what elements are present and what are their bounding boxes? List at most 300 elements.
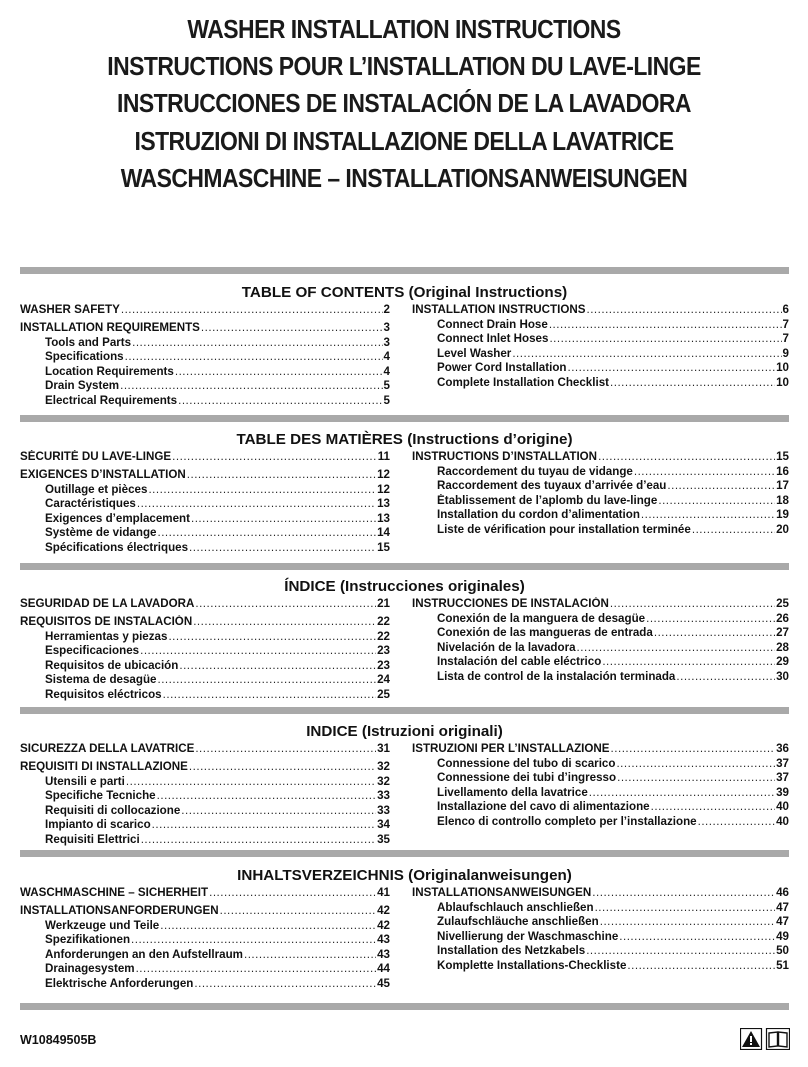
divider-bar — [20, 563, 789, 570]
toc-entry-page: 37 — [776, 756, 789, 770]
dot-leader — [121, 303, 383, 318]
toc-entry-page: 3 — [383, 321, 390, 334]
toc-entry-page: 4 — [383, 350, 390, 363]
toc-subentry[interactable] — [412, 800, 789, 815]
dot-leader — [140, 644, 376, 659]
toc-column-left — [20, 886, 390, 991]
toc-subentry[interactable] — [20, 512, 390, 527]
dot-leader — [137, 497, 376, 512]
toc-subentry[interactable] — [20, 775, 390, 790]
toc-entry-label: Sistema de desagüe — [45, 673, 157, 686]
toc-entry-label: WASCHMASCHINE – SICHERHEIT — [20, 886, 209, 899]
toc-entry-label: Liste de vérification pour installation terminée — [437, 522, 691, 536]
toc-entry-page: 20 — [776, 522, 789, 536]
toc-entry[interactable] — [20, 760, 390, 775]
toc-entry-label: INSTALLATIONSANWEISUNGEN — [412, 886, 592, 899]
toc-entry-page: 45 — [377, 976, 390, 990]
dot-leader — [172, 450, 377, 465]
divider-bar — [20, 267, 789, 274]
toc-entry-page: 19 — [776, 508, 789, 521]
toc-column-left — [20, 450, 390, 555]
toc-entry-label: Especificaciones — [45, 644, 140, 657]
toc-subentry[interactable] — [412, 915, 789, 930]
warning-icon — [741, 1029, 762, 1050]
toc-subentry[interactable] — [20, 818, 390, 833]
toc-entry-label: Système de vidange — [45, 526, 157, 539]
toc-subentry[interactable] — [412, 655, 789, 670]
toc-subentry[interactable] — [20, 789, 390, 804]
toc-entry[interactable] — [20, 886, 390, 901]
dot-leader — [195, 597, 376, 612]
dot-leader — [619, 930, 775, 945]
toc-entry-page: 21 — [377, 597, 390, 610]
dot-leader — [586, 944, 775, 959]
toc-subentry[interactable] — [412, 959, 789, 974]
dot-leader — [598, 450, 775, 465]
dot-leader — [152, 818, 376, 833]
toc-subentry[interactable] — [412, 786, 789, 801]
toc-subentry[interactable] — [412, 376, 789, 391]
toc-entry-page: 9 — [782, 346, 789, 360]
toc-section-french — [20, 430, 789, 554]
section-heading — [20, 577, 789, 596]
toc-entry-label: Établissement de l’aplomb du lave-linge — [437, 493, 658, 507]
toc-entry-label: Utensili e parti — [45, 774, 125, 788]
toc-subentry[interactable] — [412, 641, 789, 656]
toc-subentry[interactable] — [412, 944, 789, 959]
toc-subentry[interactable] — [20, 688, 390, 703]
toc-entry-page: 42 — [377, 918, 390, 932]
toc-entry-label: INSTALLATIONSANFORDERUNGEN — [20, 904, 219, 917]
dot-leader — [549, 318, 782, 333]
dot-leader — [610, 597, 775, 612]
toc-section-spanish — [20, 577, 789, 701]
toc-entry-page: 32 — [377, 760, 390, 773]
dot-leader — [201, 321, 383, 336]
toc-entry-page: 18 — [776, 493, 789, 507]
toc-entry-label: INSTALLATION INSTRUCTIONS — [412, 303, 586, 316]
toc-entry-page: 41 — [377, 886, 390, 899]
toc-section-italian — [20, 722, 789, 846]
toc-subentry[interactable] — [20, 483, 390, 498]
section-heading — [20, 430, 789, 449]
toc-entry-page: 5 — [383, 379, 390, 392]
toc-entry-label: Connect Drain Hose — [437, 317, 548, 331]
toc-subentry[interactable] — [412, 347, 789, 362]
toc-subentry[interactable] — [20, 833, 390, 848]
toc-entry-page: 7 — [782, 317, 789, 331]
toc-entry-page: 47 — [776, 915, 789, 928]
toc-subentry[interactable] — [412, 318, 789, 333]
toc-entry-page: 42 — [377, 904, 390, 917]
toc-subentry[interactable] — [412, 670, 789, 685]
dot-leader — [667, 479, 775, 494]
toc-entry-page: 32 — [377, 774, 390, 788]
dot-leader — [654, 626, 775, 641]
dot-leader — [616, 757, 775, 772]
toc-entry-label: Power Cord Installation — [437, 361, 567, 374]
toc-entry-label: Connect Inlet Hoses — [437, 332, 549, 345]
toc-subentry[interactable] — [412, 757, 789, 772]
toc-entry-page: 11 — [377, 450, 390, 463]
divider-bar — [20, 707, 789, 714]
toc-entry-page: 6 — [782, 303, 789, 316]
document-code: W10849505B — [20, 1033, 97, 1047]
dot-leader — [120, 379, 382, 394]
toc-subentry[interactable] — [412, 626, 789, 641]
toc-entry-page: 35 — [377, 832, 390, 846]
dot-leader — [157, 673, 376, 688]
toc-entry[interactable] — [20, 468, 390, 483]
toc-subentry[interactable] — [20, 630, 390, 645]
dot-leader — [512, 347, 781, 362]
toc-entry-page: 27 — [776, 626, 789, 639]
dot-leader — [567, 361, 775, 376]
toc-entry-page: 29 — [776, 655, 789, 668]
dot-leader — [126, 775, 376, 790]
dot-leader — [187, 468, 376, 483]
toc-entry-page: 13 — [377, 511, 390, 525]
dot-leader — [627, 959, 775, 974]
toc-entry[interactable] — [20, 742, 390, 757]
toc-entry-page: 44 — [377, 962, 390, 975]
toc-entry[interactable] — [20, 321, 390, 336]
footer-icons-svg — [740, 1028, 790, 1050]
toc-entry-label: Nivelación de la lavadora — [437, 640, 576, 654]
toc-subentry[interactable] — [20, 962, 390, 977]
divider-bar — [20, 850, 789, 857]
toc-entry-page: 25 — [776, 597, 789, 610]
toc-subentry[interactable] — [20, 365, 390, 380]
dot-leader — [244, 948, 376, 963]
toc-entry-label: INSTALLATION REQUIREMENTS — [20, 321, 200, 334]
toc-entry-label: Herramientas y piezas — [45, 629, 168, 643]
dot-leader — [136, 962, 377, 977]
toc-subentry[interactable] — [412, 508, 789, 523]
dot-leader — [602, 655, 775, 670]
toc-entry-page: 26 — [776, 611, 789, 625]
footer-icons — [740, 1028, 790, 1050]
dot-leader — [586, 303, 781, 318]
toc-column-right — [412, 597, 789, 684]
toc-entry-page: 33 — [377, 789, 390, 802]
toc-entry-label: Requisiti Elettrici — [45, 832, 140, 846]
toc-column-right — [412, 450, 789, 537]
toc-subentry[interactable] — [20, 977, 390, 992]
toc-entry-label: Tools and Parts — [45, 335, 132, 349]
toc-entry-page: 3 — [383, 335, 390, 349]
toc-entry-page: 39 — [776, 785, 789, 799]
toc-column-left — [20, 303, 390, 408]
toc-subentry[interactable] — [20, 644, 390, 659]
toc-entry-page: 36 — [776, 742, 789, 755]
section-heading-main: TABLE OF CONTENTS — [241, 284, 405, 301]
toc-entry-label: Lista de control de la instalación terminada — [437, 669, 676, 683]
section-heading — [20, 283, 789, 302]
toc-entry-label: Outillage et pièces — [45, 482, 148, 496]
toc-entry-page: 22 — [377, 629, 390, 643]
title-spanish: INSTRUCCIONES DE INSTALACIÓN DE LA LAVADORA — [117, 90, 691, 119]
dot-leader — [125, 350, 383, 365]
toc-entry[interactable] — [20, 597, 390, 612]
title-english: WASHER INSTALLATION INSTRUCTIONS — [187, 16, 621, 44]
toc-subentry[interactable] — [20, 497, 390, 512]
section-heading-note: (Instrucciones originales) — [339, 578, 525, 595]
toc-entry-page: 23 — [377, 644, 390, 657]
section-heading-note: (Istruzioni originali) — [361, 723, 503, 740]
toc-entry-label: Drainagesystem — [45, 962, 135, 975]
toc-entry-label: Installation des Netzkabels — [437, 944, 586, 957]
toc-entry-label: Specifiche Tecniche — [45, 789, 156, 802]
toc-subentry[interactable] — [20, 526, 390, 541]
section-heading-main: INDICE — [306, 723, 358, 740]
toc-entry-page: 22 — [377, 615, 390, 628]
toc-entry-label: Installation du cordon d’alimentation — [437, 508, 640, 521]
dot-leader — [641, 508, 775, 523]
toc-entry[interactable] — [412, 742, 789, 757]
toc-entry-page: 15 — [377, 540, 390, 554]
toc-entry-label: Connessione dei tubi d’ingresso — [437, 771, 617, 784]
toc-entry-page: 31 — [377, 742, 390, 755]
toc-entry-page: 30 — [776, 669, 789, 683]
toc-entry-page: 17 — [776, 479, 789, 492]
toc-entry-page: 14 — [377, 526, 390, 539]
toc-subentry[interactable] — [20, 394, 390, 409]
dot-leader — [592, 886, 775, 901]
toc-entry[interactable] — [20, 904, 390, 919]
toc-entry-page: 15 — [776, 450, 789, 463]
dot-leader — [195, 742, 376, 757]
toc-entry-page: 2 — [383, 303, 390, 316]
section-heading — [20, 722, 789, 741]
toc-entry-label: Spezifikationen — [45, 933, 131, 946]
toc-subentry[interactable] — [20, 350, 390, 365]
dot-leader — [611, 742, 776, 757]
toc-subentry[interactable] — [20, 948, 390, 963]
toc-entry-label: Raccordement des tuyaux d’arrivée d’eau — [437, 479, 667, 492]
dot-leader — [157, 526, 376, 541]
toc-entry-page: 47 — [776, 900, 789, 914]
toc-subentry[interactable] — [412, 479, 789, 494]
manual-book-icon — [767, 1029, 790, 1050]
dot-leader — [181, 804, 376, 819]
dot-leader — [651, 800, 775, 815]
toc-entry-label: ISTRUZIONI PER L’INSTALLAZIONE — [412, 742, 610, 755]
toc-entry-page: 50 — [776, 944, 789, 957]
toc-entry-label: Instalación del cable eléctrico — [437, 655, 602, 668]
toc-entry-label: Installazione del cavo di alimentazione — [437, 800, 650, 813]
dot-leader — [175, 365, 383, 380]
toc-section-german — [20, 866, 789, 990]
toc-entry-label: Conexión de la manguera de desagüe — [437, 611, 646, 625]
toc-section-english — [20, 283, 789, 407]
dot-leader — [610, 376, 775, 391]
toc-entry-label: Connessione del tubo di scarico — [437, 756, 616, 770]
dot-leader — [160, 919, 376, 934]
toc-subentry[interactable] — [20, 336, 390, 351]
toc-entry-page: 46 — [776, 886, 789, 899]
dot-leader — [141, 833, 376, 848]
toc-entry-page: 7 — [782, 332, 789, 345]
toc-entry-page: 49 — [776, 929, 789, 943]
toc-subentry[interactable] — [20, 379, 390, 394]
toc-entry-label: SÉCURITÉ DU LAVE-LINGE — [20, 450, 172, 463]
dot-leader — [131, 933, 376, 948]
toc-column-left — [20, 742, 390, 847]
dot-leader — [168, 630, 376, 645]
toc-subentry[interactable] — [20, 659, 390, 674]
toc-subentry[interactable] — [20, 919, 390, 934]
toc-entry-page: 23 — [377, 658, 390, 672]
toc-entry-page: 33 — [377, 803, 390, 817]
toc-column-left — [20, 597, 390, 702]
toc-subentry[interactable] — [412, 930, 789, 945]
toc-entry-label: Anforderungen an den Aufstellraum — [45, 947, 243, 961]
toc-column-right — [412, 303, 789, 390]
toc-entry[interactable] — [20, 303, 390, 318]
section-heading-main: TABLE DES MATIÈRES — [236, 431, 403, 448]
toc-entry-label: Complete Installation Checklist — [437, 375, 610, 389]
toc-subentry[interactable] — [412, 494, 789, 509]
dot-leader — [577, 641, 776, 656]
toc-entry-page: 12 — [377, 468, 390, 481]
dot-leader — [163, 688, 376, 703]
dot-leader — [634, 465, 775, 480]
dot-leader — [676, 670, 775, 685]
toc-entry-page: 28 — [776, 640, 789, 654]
toc-entry[interactable] — [412, 450, 789, 465]
toc-subentry[interactable] — [20, 673, 390, 688]
toc-entry-label: Requisitos eléctricos — [45, 687, 162, 701]
toc-entry-label: REQUISITI DI INSTALLAZIONE — [20, 760, 188, 773]
toc-entry-label: Nivellierung der Waschmaschine — [437, 929, 619, 943]
toc-entry-label: Conexión de las mangueras de entrada — [437, 626, 653, 639]
dot-leader — [178, 394, 382, 409]
divider-bar — [20, 1003, 789, 1010]
toc-entry-label: Drain System — [45, 379, 120, 392]
toc-entry-label: WASHER SAFETY — [20, 303, 120, 316]
dot-leader — [132, 336, 382, 351]
toc-subentry[interactable] — [20, 541, 390, 556]
toc-entry-label: Raccordement du tuyau de vidange — [437, 464, 633, 478]
toc-entry-page: 51 — [776, 958, 789, 972]
toc-entry-label: Level Washer — [437, 346, 512, 360]
dot-leader — [189, 760, 376, 775]
title-italian: ISTRUZIONI DI INSTALLAZIONE DELLA LAVATRICE — [134, 127, 674, 156]
dot-leader — [157, 789, 376, 804]
toc-entry-label: Requisiti di collocazione — [45, 803, 181, 817]
toc-entry-page: 10 — [776, 375, 789, 389]
section-heading-note: (Originalanweisungen) — [408, 867, 572, 884]
toc-entry-page: 10 — [776, 361, 789, 374]
toc-entry-label: Impianto di scarico — [45, 818, 151, 831]
dot-leader — [646, 612, 775, 627]
toc-entry[interactable] — [412, 886, 789, 901]
section-heading-note: (Instructions d’origine) — [407, 431, 573, 448]
toc-entry-label: INSTRUCCIONES DE INSTALACIÓN — [412, 597, 609, 610]
dot-leader — [589, 786, 775, 801]
dot-leader — [549, 332, 781, 347]
toc-entry[interactable] — [20, 450, 390, 465]
toc-entry-page: 37 — [776, 771, 789, 784]
toc-entry-page: 40 — [776, 800, 789, 813]
toc-entry-label: Elenco di controllo completo per l’installazione — [437, 814, 697, 828]
toc-entry-label: Electrical Requirements — [45, 393, 178, 407]
dot-leader — [179, 659, 376, 674]
toc-entry-page: 43 — [377, 947, 390, 961]
section-heading-main: INHALTSVERZEICHNIS — [237, 867, 404, 884]
toc-entry-label: Requisitos de ubicación — [45, 658, 179, 672]
dot-leader — [193, 615, 376, 630]
toc-entry-label: EXIGENCES D’INSTALLATION — [20, 468, 186, 481]
toc-entry-label: Exigences d’emplacement — [45, 511, 190, 525]
toc-entry-label: Zulaufschläuche anschließen — [437, 915, 599, 928]
title-french: INSTRUCTIONS POUR L’INSTALLATION DU LAVE-LINGE — [107, 53, 701, 82]
toc-entry[interactable] — [412, 597, 789, 612]
dot-leader — [189, 541, 376, 556]
toc-subentry[interactable] — [412, 901, 789, 916]
toc-subentry[interactable] — [412, 771, 789, 786]
dot-leader — [191, 512, 376, 527]
toc-entry[interactable] — [20, 615, 390, 630]
toc-entry-page: 4 — [383, 364, 390, 378]
toc-entry-page: 16 — [776, 464, 789, 478]
toc-entry-label: SEGURIDAD DE LA LAVADORA — [20, 597, 195, 610]
dot-leader — [698, 815, 775, 830]
toc-subentry[interactable] — [20, 804, 390, 819]
toc-entry-page: 34 — [377, 818, 390, 831]
dot-leader — [148, 483, 376, 498]
toc-subentry[interactable] — [412, 332, 789, 347]
toc-entry-label: Location Requirements — [45, 364, 174, 378]
dot-leader — [617, 771, 775, 786]
dot-leader — [658, 494, 775, 509]
toc-subentry[interactable] — [412, 361, 789, 376]
toc-subentry[interactable] — [20, 933, 390, 948]
toc-subentry[interactable] — [412, 815, 789, 830]
toc-entry-label: INSTRUCTIONS D’INSTALLATION — [412, 450, 598, 463]
dot-leader — [692, 523, 775, 538]
dot-leader — [194, 977, 376, 992]
title-german: WASCHMASCHINE – INSTALLATIONSANWEISUNGEN — [120, 164, 688, 193]
divider-bar — [20, 415, 789, 422]
toc-column-right — [412, 886, 789, 973]
section-heading-note: (Original Instructions) — [408, 284, 568, 301]
dot-leader — [209, 886, 376, 901]
toc-entry-label: SICUREZZA DELLA LAVATRICE — [20, 742, 195, 755]
toc-column-right — [412, 742, 789, 829]
toc-entry-page: 24 — [377, 673, 390, 686]
document-titles — [0, 12, 808, 198]
toc-entry-label: Elektrische Anforderungen — [45, 976, 194, 990]
dot-leader — [600, 915, 775, 930]
toc-entry-label: Komplette Installations-Checkliste — [437, 958, 627, 972]
toc-entry-page: 12 — [377, 482, 390, 496]
toc-entry-page: 40 — [776, 814, 789, 828]
toc-entry-label: Livellamento della lavatrice — [437, 785, 588, 799]
toc-subentry[interactable] — [412, 523, 789, 538]
toc-subentry[interactable] — [412, 465, 789, 480]
toc-entry-label: Werkzeuge und Teile — [45, 918, 160, 932]
toc-entry-page: 43 — [377, 933, 390, 946]
section-heading — [20, 866, 789, 885]
toc-entry[interactable] — [412, 303, 789, 318]
toc-entry-page: 5 — [383, 393, 390, 407]
section-heading-main: ÍNDICE — [284, 578, 336, 595]
toc-subentry[interactable] — [412, 612, 789, 627]
toc-entry-page: 13 — [377, 497, 390, 510]
toc-entry-label: Caractéristiques — [45, 497, 136, 510]
